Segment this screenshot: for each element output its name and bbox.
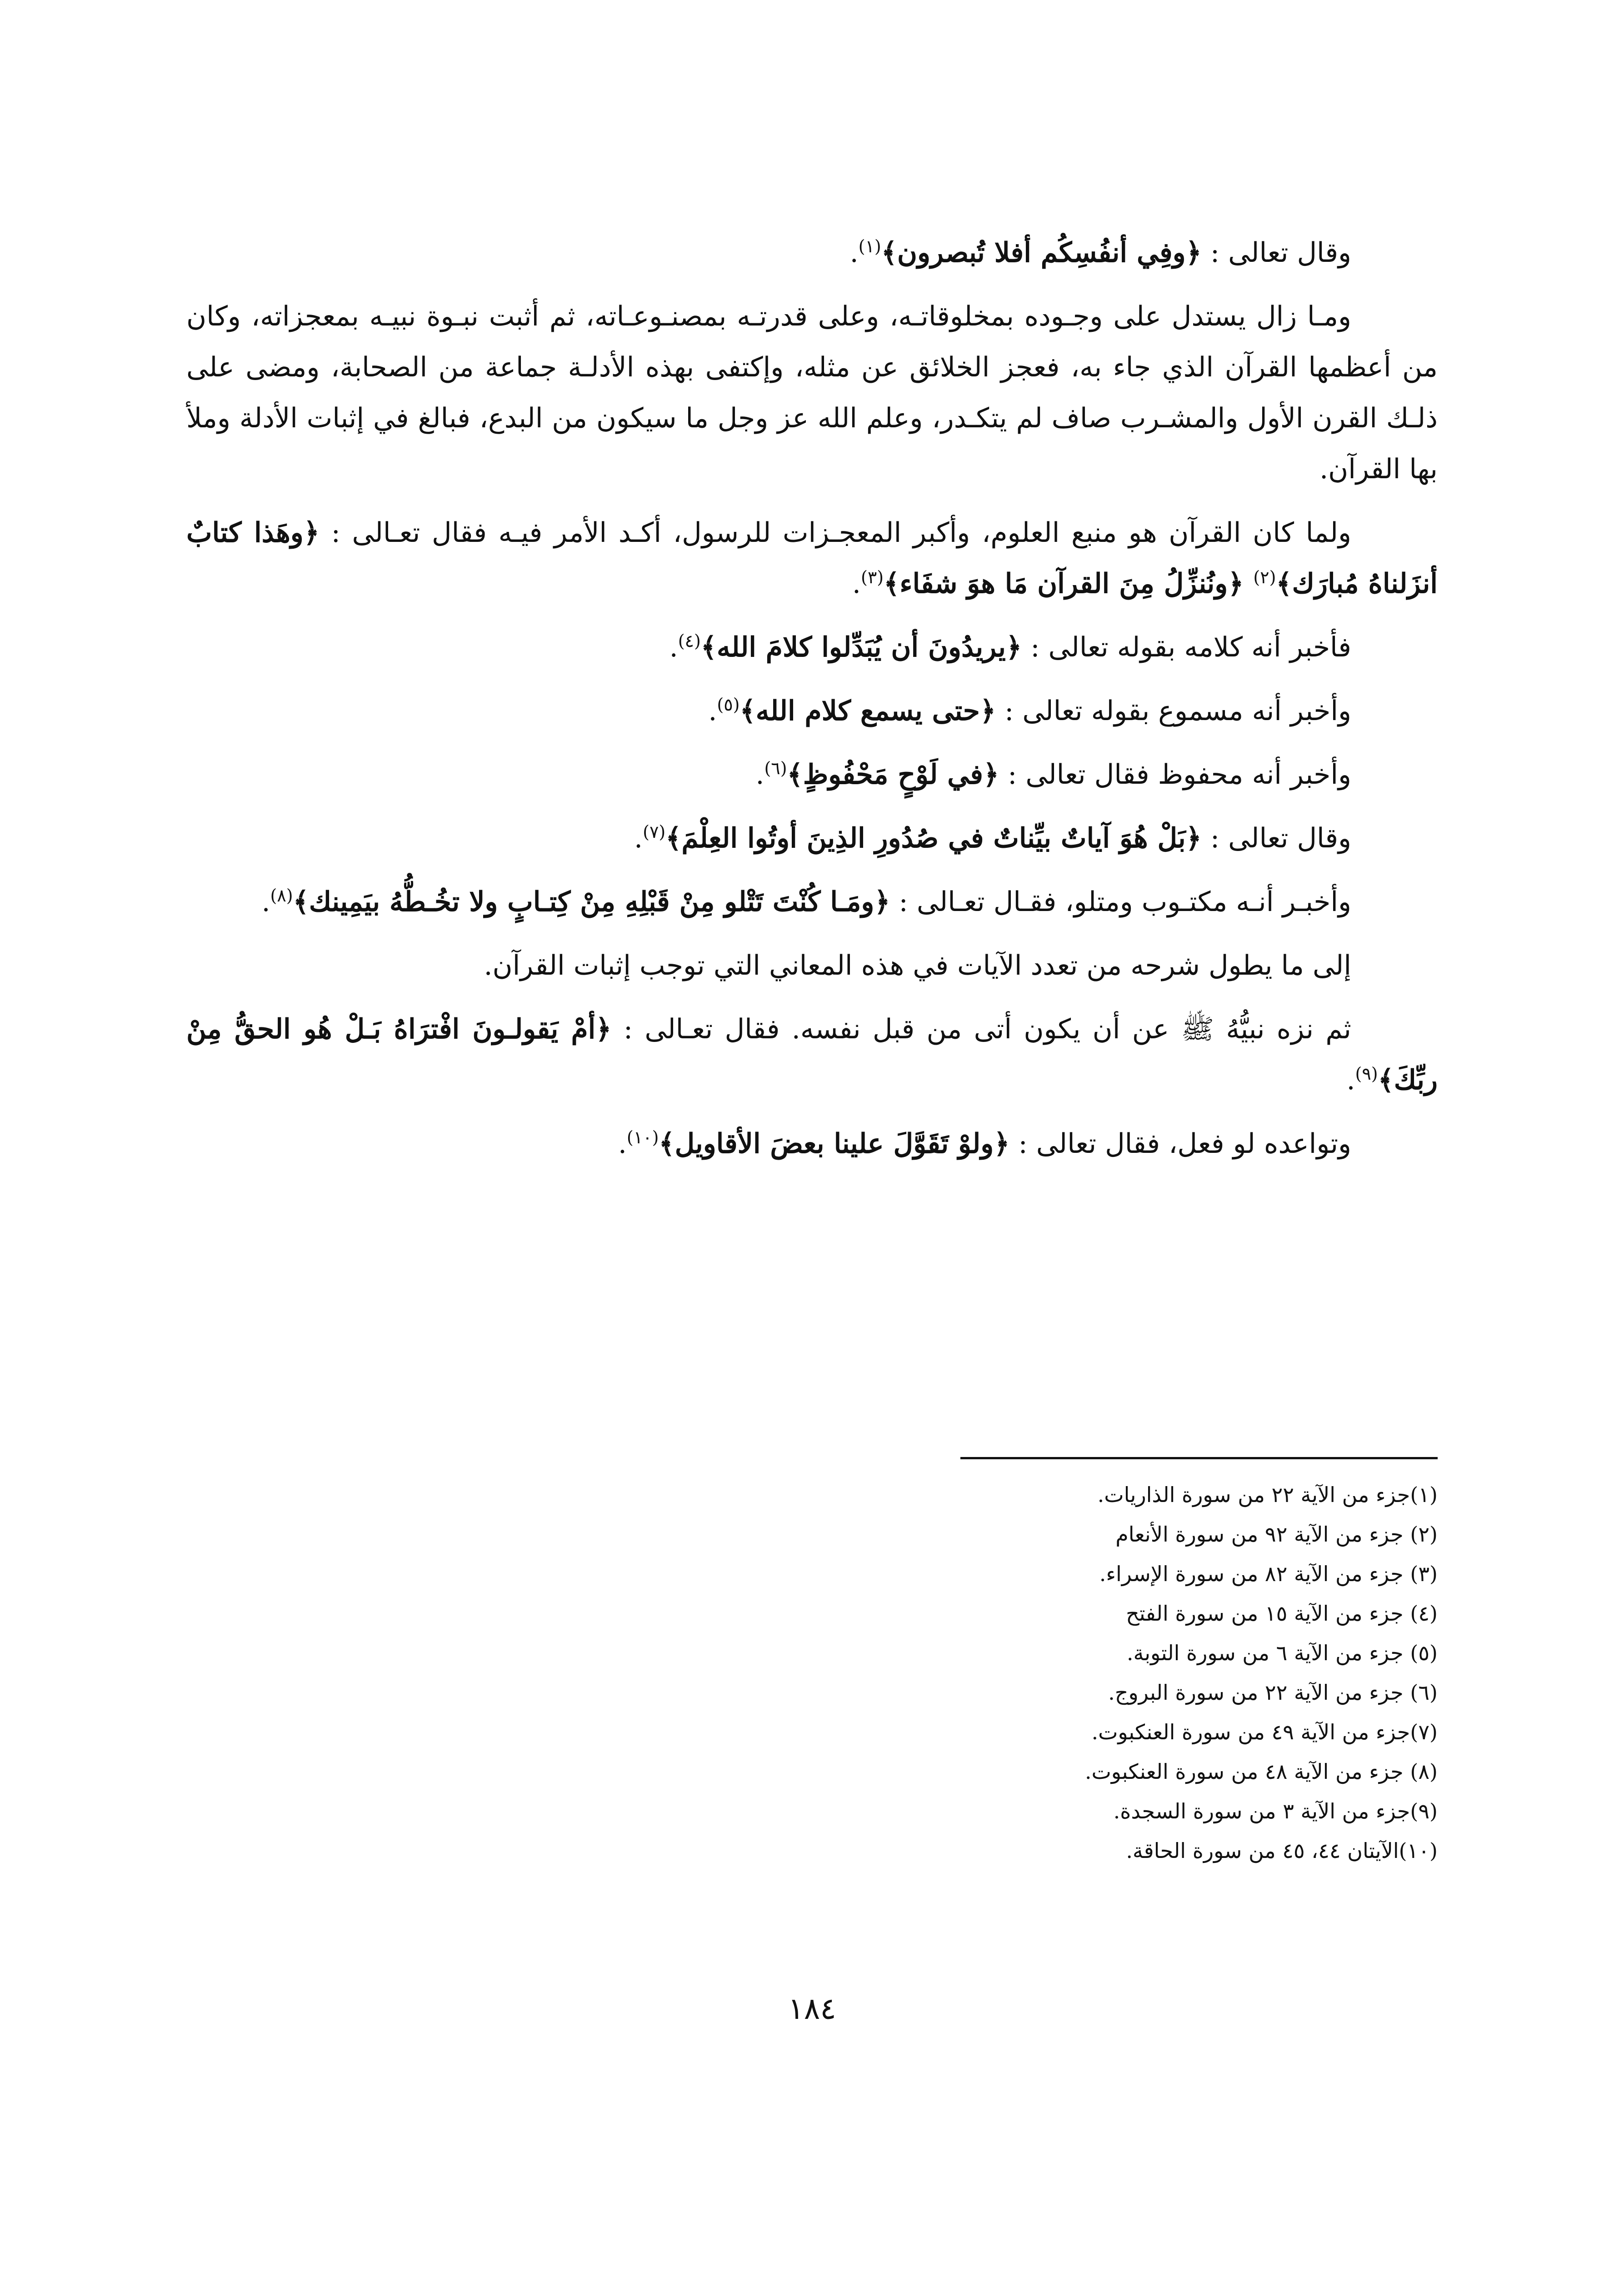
paragraph-text: وقال تعالى : <box>1201 822 1351 854</box>
paragraph-end-2: . <box>852 568 861 600</box>
footnote-10: (١٠)الآيتان ٤٤، ٤٥ من سورة الحاقة. <box>1126 1838 1438 1863</box>
body-text <box>186 227 1438 1182</box>
footnote-ref: (٦) <box>764 758 787 778</box>
footnote-7: (٧)جزء من الآية ٤٩ من سورة العنكبوت. <box>1091 1720 1438 1744</box>
quran-verse: ﴿يريدُونَ أن يُبَدِّلوا كلامَ الله﴾ <box>700 631 1022 663</box>
paragraph-text: وأخبر أنه مسموع بقوله تعالى : <box>996 695 1351 727</box>
footnote-ref: (٥) <box>717 695 740 715</box>
quran-verse: ﴿وفِي أنفُسِكُم أفلا تُبصرون﴾ <box>881 237 1202 269</box>
paragraph-6 <box>186 749 1438 800</box>
quran-verse: ﴿حتى يسمع كلام الله﴾ <box>740 695 996 727</box>
footnote-ref: (٧) <box>643 822 666 842</box>
quran-verse: ﴿ومَـا كُنْتَ تَتْلو مِنْ قَبْلِهِ مِنْ كِتـابٍ ولا تخُـطُّهُ بيَمِينك﴾ <box>293 886 890 918</box>
footnote-ref: (٢) <box>1253 567 1276 587</box>
footnote-ref: (٤) <box>678 631 701 651</box>
footnote-2: (٢) جزء من الآية ٩٢ من سورة الأنعام <box>1115 1522 1438 1547</box>
paragraph-text: وأخبـر أنـه مكتـوب ومتلو، فقـال تعـالى : <box>890 886 1351 918</box>
footnote-6: (٦) جزء من الآية ٢٢ من سورة البروج. <box>1108 1680 1438 1705</box>
paragraph-end: . <box>1346 1064 1355 1096</box>
quran-verse: ﴿بَلْ هُوَ آياتٌ بيِّناتٌ في صُدُورِ الذِينَ أوتُوا العِلْمَ﴾ <box>665 822 1202 854</box>
paragraph-7 <box>186 813 1438 864</box>
footnote-9: (٩)جزء من الآية ٣ من سورة السجدة. <box>1113 1799 1438 1823</box>
paragraph-text: إلى ما يطول شرحه من تعدد الآيات في هذه المعاني التي توجب إثبات القرآن. <box>484 950 1351 981</box>
footnote-ref: (٨) <box>270 886 293 906</box>
footnote-ref: (١٠) <box>626 1127 659 1147</box>
footnote-4: (٤) جزء من الآية ١٥ من سورة الفتح <box>1126 1601 1438 1626</box>
paragraph-text: فأخبر أنه كلامه بقوله تعالى : <box>1022 631 1351 663</box>
paragraph-end: . <box>261 886 270 918</box>
footnotes <box>710 1475 1438 1871</box>
page-number: ١٨٤ <box>788 1991 836 2026</box>
footnote-1: (١)جزء من الآية ٢٢ من سورة الذاريات. <box>1097 1482 1438 1507</box>
footnote-ref: (٩) <box>1355 1064 1378 1084</box>
quran-verse: ﴿أمْ يَقولـونَ افْترَاهُ بَـلْ هُو الحقُّ مِنْ ربِّكَ﴾ <box>186 1013 1438 1096</box>
paragraph-end: . <box>618 1128 627 1160</box>
paragraph-text: وقال تعالى : <box>1201 237 1351 269</box>
footnote-5: (٥) جزء من الآية ٦ من سورة التوبة. <box>1126 1641 1438 1665</box>
paragraph-11 <box>186 1118 1438 1169</box>
footnote-ref-2: (٣) <box>861 567 884 587</box>
paragraph-3 <box>186 507 1438 609</box>
paragraph-end: . <box>634 822 643 854</box>
paragraph-text: وأخبر أنه محفوظ فقال تعالى : <box>999 759 1351 791</box>
paragraph-text: وتواعده لو فعل، فقال تعالى : <box>1009 1128 1351 1160</box>
quran-verse: ﴿في لَوْحٍ مَحْفُوظٍ﴾ <box>787 759 999 791</box>
paragraph-5 <box>186 686 1438 736</box>
paragraph-1 <box>186 227 1438 278</box>
paragraph-end: . <box>755 759 765 791</box>
paragraph-end: . <box>849 237 859 269</box>
quran-verse-2: ﴿ونُنزِّلُ مِنَ القرآن مَا هوَ شفَاء﴾ <box>884 568 1254 600</box>
paragraph-2 <box>186 291 1438 495</box>
paragraph-text: ومـا زال يستدل على وجـوده بمخلوقاتـه، وعلى قدرتـه بمصنـوعـاته، ثم أثبت نبـوة نبيـه بمعجزاته، وكان من أعظمها القرآن الذي جاء به، فعجز الخلائق عن مثله، وإكتفى بهذه الأدلـة جماعة من الصحابة، ومضى على ذلـك القرن الأول والمشـرب صاف لم يتكـدر، وعلم الله عز وجل ما سيكون من البدع، فبالغ في إثبات الأدلة وملأ بها القرآن. <box>186 300 1438 485</box>
quran-verse: ﴿ولوْ تَقَوَّلَ علينا بعضَ الأقاويل﴾ <box>659 1128 1010 1160</box>
paragraph-end: . <box>708 695 717 727</box>
paragraph-10 <box>186 1004 1438 1106</box>
paragraph-9 <box>186 940 1438 991</box>
footnote-3: (٣) جزء من الآية ٨٢ من سورة الإسراء. <box>1099 1562 1438 1586</box>
footnote-divider <box>960 1457 1438 1459</box>
paragraph-end: . <box>669 631 678 663</box>
paragraph-4 <box>186 622 1438 673</box>
quran-verse: ﴿وهَذا كتابٌ أنزَلناهُ مُبارَك﴾ <box>186 517 1438 600</box>
footnote-ref: (١) <box>858 236 881 256</box>
paragraph-text: ولما كان القرآن هو منبع العلوم، وأكبر المعجـزات للرسول، أكـد الأمر فيـه فقال تعـالى : <box>319 517 1351 549</box>
paragraph-8 <box>186 876 1438 927</box>
paragraph-text: ثم نزه نبيُّهُ ﷺ عن أن يكون أتى من قبل نفسه. فقال تعـالى : <box>611 1013 1351 1045</box>
footnote-8: (٨) جزء من الآية ٤٨ من سورة العنكبوت. <box>1084 1759 1438 1784</box>
